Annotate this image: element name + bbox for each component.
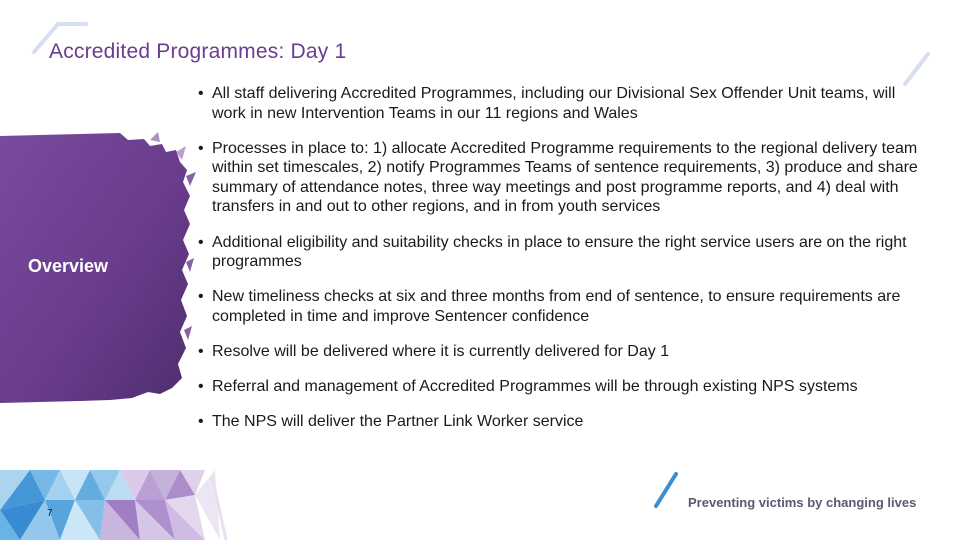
bullet-item: • All staff delivering Accredited Programmes, including our Divisional Sex Offender Unit teams, will work in new Intervention Teams in our 11 regions and Wales	[198, 84, 920, 123]
bullet-item: • Processes in place to: 1) allocate Accredited Programme requirements to the regional delivery team within set timescales, 2) notify Programmes Teams of sentence requirements, 3) produce and share summary of attendance notes, three way meetings and post programme reports, and 4) deal with transfers in and out to other regions, and in from youth services	[198, 139, 920, 217]
bullet-item: • The NPS will deliver the Partner Link Worker service	[198, 412, 920, 432]
bullet-item: • Additional eligibility and suitability checks in place to ensure the right service users are on the right programmes	[198, 233, 920, 272]
bullet-list	[198, 84, 920, 447]
slide-title: Accredited Programmes: Day 1	[49, 40, 347, 63]
bullet-item: • New timeliness checks at six and three months from end of sentence, to ensure requirements are completed in time and improve Sentencer confidence	[198, 287, 920, 326]
footer-tagline: Preventing victims by changing lives	[688, 495, 917, 510]
bullet-item: • Referral and management of Accredited Programmes will be through existing NPS systems	[198, 377, 920, 397]
corner-slash-top-right	[905, 54, 928, 84]
page-number: 7	[47, 508, 53, 519]
bullet-item: • Resolve will be delivered where it is currently delivered for Day 1	[198, 342, 920, 362]
overview-label: Overview	[28, 256, 109, 276]
triangle-mosaic-bottom-left	[0, 470, 220, 540]
logo-accent-stroke	[656, 474, 676, 506]
